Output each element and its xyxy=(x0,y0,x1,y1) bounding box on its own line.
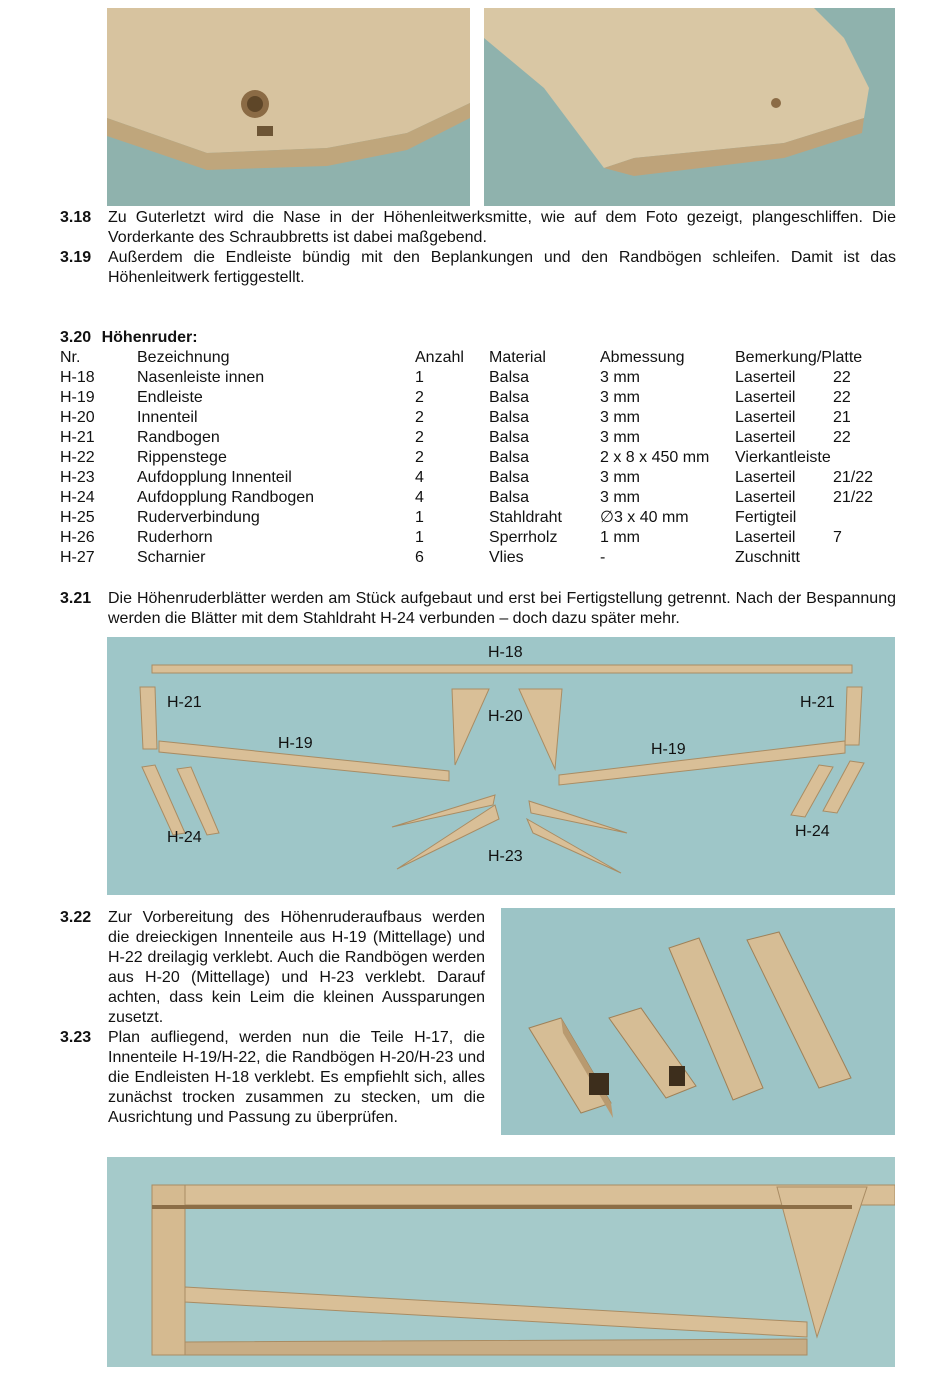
table-cell: Zuschnitt xyxy=(735,549,800,566)
table-cell: Laserteil xyxy=(735,369,796,386)
section-heading: Höhenruder: xyxy=(101,329,198,346)
parts-table xyxy=(60,348,893,568)
table-cell: H-19 xyxy=(60,389,95,406)
table-row xyxy=(60,548,893,568)
table-cell: 4 xyxy=(415,489,424,506)
table-cell: H-25 xyxy=(60,509,95,526)
column-header: Anzahl xyxy=(415,349,464,366)
table-cell: Laserteil xyxy=(735,469,796,486)
table-cell: H-26 xyxy=(60,529,95,546)
table-cell: Fertigteil xyxy=(735,509,797,526)
table-cell: Balsa xyxy=(489,389,530,406)
table-cell: 2 xyxy=(415,449,424,466)
table-cell: - xyxy=(600,549,606,566)
table-cell: Balsa xyxy=(489,369,530,386)
section-3-22 xyxy=(60,908,485,1028)
section-3-21 xyxy=(60,589,896,629)
section-text: Außerdem die Endleiste bündig mit den Beplankungen und den Randbögen schleifen. Damit ist das Höhenleitwerk fertiggestellt. xyxy=(108,249,896,286)
table-cell: H-23 xyxy=(60,469,95,486)
table-cell: Balsa xyxy=(489,409,530,426)
column-header: Material xyxy=(489,349,546,366)
table-cell: Ruderverbindung xyxy=(137,509,260,526)
table-row xyxy=(60,468,893,488)
table-cell: 22 xyxy=(833,389,851,406)
table-cell: Scharnier xyxy=(137,549,206,566)
table-cell: 2 xyxy=(415,389,424,406)
table-row xyxy=(60,508,893,528)
table-cell: Innenteil xyxy=(137,409,198,426)
column-header: Abmessung xyxy=(600,349,685,366)
table-cell: Laserteil xyxy=(735,389,796,406)
table-cell xyxy=(833,548,893,568)
section-3-23 xyxy=(60,1028,485,1148)
section-text: Die Höhenruderblätter werden am Stück aufgebaut und erst bei Fertigstellung getrennt. Nach der Bespannung werden die Blätter mit dem Stahldraht H-24 verbunden – doch dazu später mehr. xyxy=(108,590,896,627)
table-cell: 3 mm xyxy=(600,469,640,486)
table-cell: 22 xyxy=(833,369,851,386)
table-cell: Laserteil xyxy=(735,529,796,546)
table-cell: Rippenstege xyxy=(137,449,227,466)
table-cell: Endleiste xyxy=(137,389,203,406)
table-cell: H-22 xyxy=(60,449,95,466)
section-text: Plan aufliegend, werden nun die Teile H-17, die Innenteile H-19/H-22, die Randbögen H-20/H-23 und die Endleisten H-18 verklebt. Es empfiehlt sich, alles zunächst trocken zusammen zu stecken, um die Ausrichtung und Passung zu überprüfen. xyxy=(108,1029,485,1126)
table-cell: Vierkantleiste xyxy=(735,449,831,466)
table-cell: Sperrholz xyxy=(489,529,558,546)
table-cell: Ruderhorn xyxy=(137,529,213,546)
section-3-19 xyxy=(60,248,896,288)
table-cell: 3 mm xyxy=(600,389,640,406)
table-cell: Aufdopplung Innenteil xyxy=(137,469,292,486)
table-cell: 21 xyxy=(833,409,851,426)
table-row xyxy=(60,408,893,428)
table-row xyxy=(60,368,893,388)
table-row xyxy=(60,528,893,548)
table-cell xyxy=(833,448,893,468)
table-cell: Vlies xyxy=(489,549,524,566)
label-h20: H-20 xyxy=(488,708,523,725)
label-h19-left: H-19 xyxy=(278,735,313,752)
photo-glued-parts xyxy=(501,908,895,1135)
table-cell: 3 mm xyxy=(600,489,640,506)
section-number: 3.20 xyxy=(60,329,92,346)
table-cell: 1 xyxy=(415,369,424,386)
section-3-18 xyxy=(60,208,896,248)
label-h21-right: H-21 xyxy=(800,694,835,711)
table-cell: 21/22 xyxy=(833,469,874,486)
table-cell: Aufdopplung Randbogen xyxy=(137,489,315,506)
table-cell: 3 mm xyxy=(600,369,640,386)
column-header: Nr. xyxy=(60,349,81,366)
table-cell xyxy=(833,508,893,528)
table-cell: Randbogen xyxy=(137,429,220,446)
section-3-20-title xyxy=(60,328,198,348)
table-cell: H-27 xyxy=(60,549,95,566)
table-cell: 22 xyxy=(833,429,851,446)
table-cell: Laserteil xyxy=(735,409,796,426)
table-cell: Balsa xyxy=(489,429,530,446)
table-cell: 4 xyxy=(415,469,424,486)
table-cell: H-18 xyxy=(60,369,95,386)
table-cell: H-20 xyxy=(60,409,95,426)
photo-tailplane-nose xyxy=(107,8,470,206)
photo-elevator-frame xyxy=(107,1157,895,1367)
photo-tailplane-tip xyxy=(484,8,895,206)
table-cell: 2 xyxy=(415,429,424,446)
table-row xyxy=(60,388,893,408)
section-text: Zu Guterletzt wird die Nase in der Höhenleitwerksmitte, wie auf dem Foto gezeigt, plangeschliffen. Die Vorderkante des Schraubbretts ist dabei maßgebend. xyxy=(108,209,896,246)
column-header: Bezeichnung xyxy=(137,349,230,366)
table-cell: Laserteil xyxy=(735,489,796,506)
label-h24-right: H-24 xyxy=(795,823,830,840)
section-number: 3.23 xyxy=(60,1029,92,1046)
table-cell: 1 mm xyxy=(600,529,640,546)
table-row xyxy=(60,428,893,448)
label-h21-left: H-21 xyxy=(167,694,202,711)
label-h23: H-23 xyxy=(488,848,523,865)
table-cell: Balsa xyxy=(489,489,530,506)
label-h24-left: H-24 xyxy=(167,829,202,846)
table-cell: Nasenleiste innen xyxy=(137,369,265,386)
table-row xyxy=(60,448,893,468)
table-cell: 7 xyxy=(833,529,842,546)
table-cell: Balsa xyxy=(489,449,530,466)
table-cell: 21/22 xyxy=(833,489,874,506)
table-cell: 3 mm xyxy=(600,409,640,426)
section-number: 3.19 xyxy=(60,249,92,266)
table-cell: 2 x 8 x 450 mm xyxy=(600,449,710,466)
table-cell: ∅3 x 40 mm xyxy=(600,509,689,526)
photo-elevator-parts xyxy=(107,637,895,895)
column-header: Bemerkung/Platte xyxy=(735,349,863,366)
table-cell: Stahldraht xyxy=(489,509,562,526)
section-number: 3.18 xyxy=(60,209,92,226)
table-cell: Balsa xyxy=(489,469,530,486)
label-h19-right: H-19 xyxy=(651,741,686,758)
table-cell: 6 xyxy=(415,549,424,566)
table-row xyxy=(60,488,893,508)
section-number: 3.22 xyxy=(60,909,92,926)
table-cell: H-24 xyxy=(60,489,95,506)
table-header-row xyxy=(60,348,893,368)
table-cell: H-21 xyxy=(60,429,95,446)
table-cell: 1 xyxy=(415,509,424,526)
section-text: Zur Vorbereitung des Höhenruderaufbaus werden die dreieckigen Innenteile aus H-19 (Mittellage) und H-22 dreilagig verklebt. Auch die Randbögen werden aus H-20 (Mittellage) und H-23 verklebt. Darauf achten, dass kein Leim die kleinen Aussparungen zusetzt. xyxy=(108,909,485,1026)
table-cell: Laserteil xyxy=(735,429,796,446)
section-number: 3.21 xyxy=(60,590,92,607)
label-h18: H-18 xyxy=(488,644,523,661)
table-cell: 2 xyxy=(415,409,424,426)
table-cell: 3 mm xyxy=(600,429,640,446)
table-cell: 1 xyxy=(415,529,424,546)
